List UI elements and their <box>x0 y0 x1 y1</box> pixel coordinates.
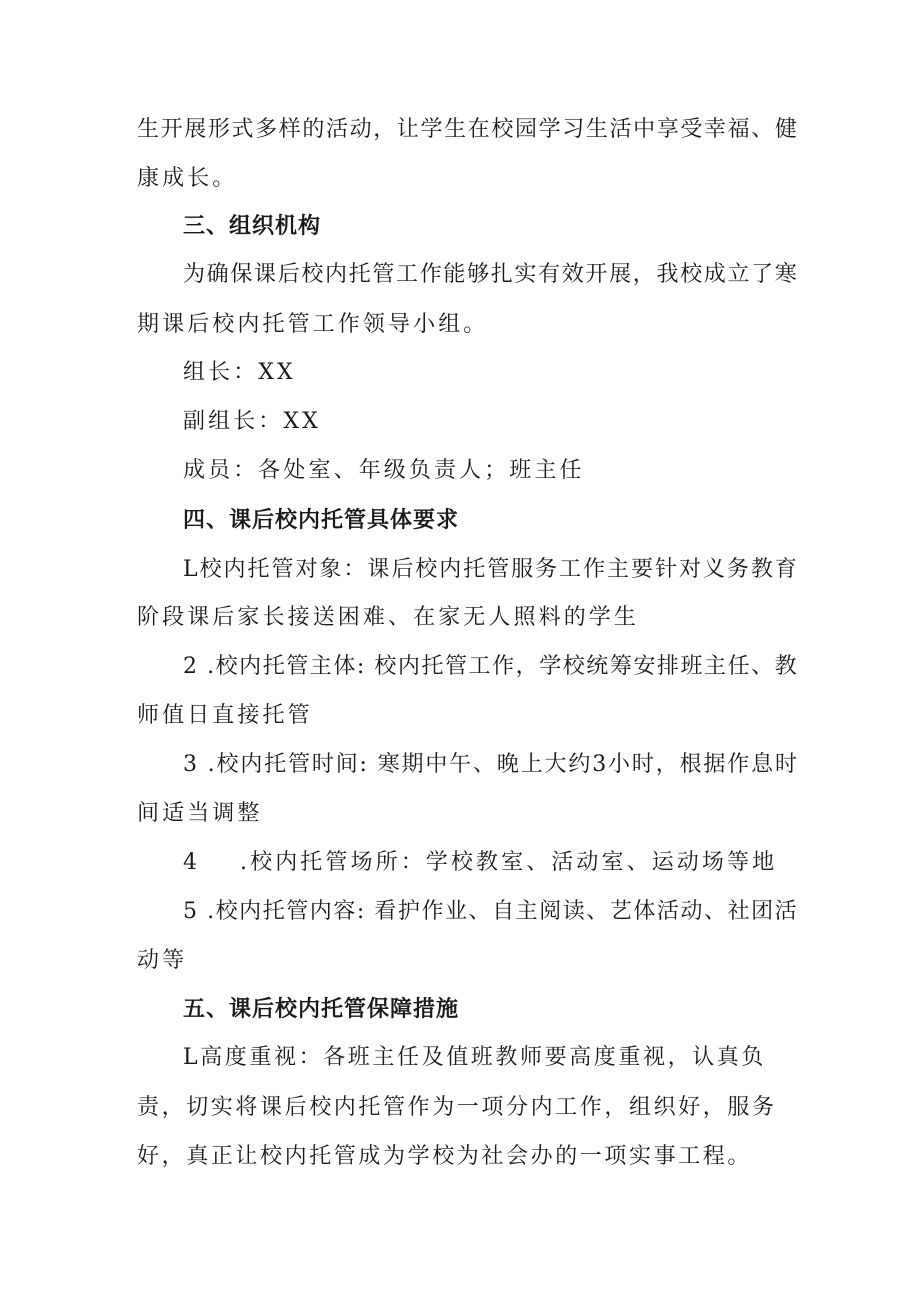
paragraph-line: 3 . 校 内 托 管 时 间 : 寒 期 中 午 、 晚 上 大 约 3 小 时 ， 根 据 作 息 时 <box>183 752 797 777</box>
paragraph-line: 动等 <box>137 948 188 973</box>
paragraph-line: 间适当调整 <box>137 801 263 826</box>
paragraph-line: 好，真正让校内托管成为学校为社会办的一项实事工程。 <box>137 1144 753 1169</box>
members-line: 成员：各处室、年级负责人；班主任 <box>183 458 585 483</box>
section-heading-4: 四、课后校内托管具体要求 <box>183 508 460 533</box>
section-heading-3: 三、组织机构 <box>183 214 322 239</box>
section-heading-5: 五、课后校内托管保障措施 <box>183 997 460 1022</box>
paragraph-line: 责，切实将课后校内托管作为一项分内工作，组织好，服务 <box>137 1095 777 1120</box>
paragraph-line: 师值日直接托管 <box>137 703 313 728</box>
paragraph-line: 5 . 校 内 托 管 内 容 : 看 护 作 业 、 自 主 阅 读 、 艺 体 活 动 、 社 团 活 <box>183 899 797 924</box>
item-number: 4 <box>183 850 201 875</box>
paragraph-line: 为 确 保 课 后 校 内 托 管 工 作 能 够 扎 实 有 效 开 展 ， 我 校 成 立 了 寒 <box>183 262 797 287</box>
paragraph-line: 2 . 校 内 托 管 主 体 : 校 内 托 管 工 作 ， 学 校 统 筹 安 排 班 主 任 、 教 <box>183 654 797 679</box>
paragraph-line: 期课后校内托管工作领导小组。 <box>137 312 489 337</box>
paragraph-line: 生 开 展 形 式 多 样 的 活 动 ， 让 学 生 在 校 园 学 习 生 活 中 享 受 幸 福 、 健 <box>137 117 797 142</box>
leader-line: 组长：XX <box>183 360 296 385</box>
paragraph-line: 阶段课后家长接送困难、在家无人照料的学生 <box>137 605 640 630</box>
deputy-leader-line: 副组长：XX <box>183 409 321 434</box>
paragraph-line: L高度重视：各班主任及值班教师要高度重视，认真负 <box>183 1045 767 1070</box>
paragraph-line: L 校 内 托 管 对 象 ： 课 后 校 内 托 管 服 务 工 作 主 要 针 对 义 务 教 育 <box>183 557 797 582</box>
paragraph-line: 康成长。 <box>137 166 238 191</box>
paragraph-line: .校内托管场所：学校教室、活动室、运动场等地 <box>240 850 778 875</box>
